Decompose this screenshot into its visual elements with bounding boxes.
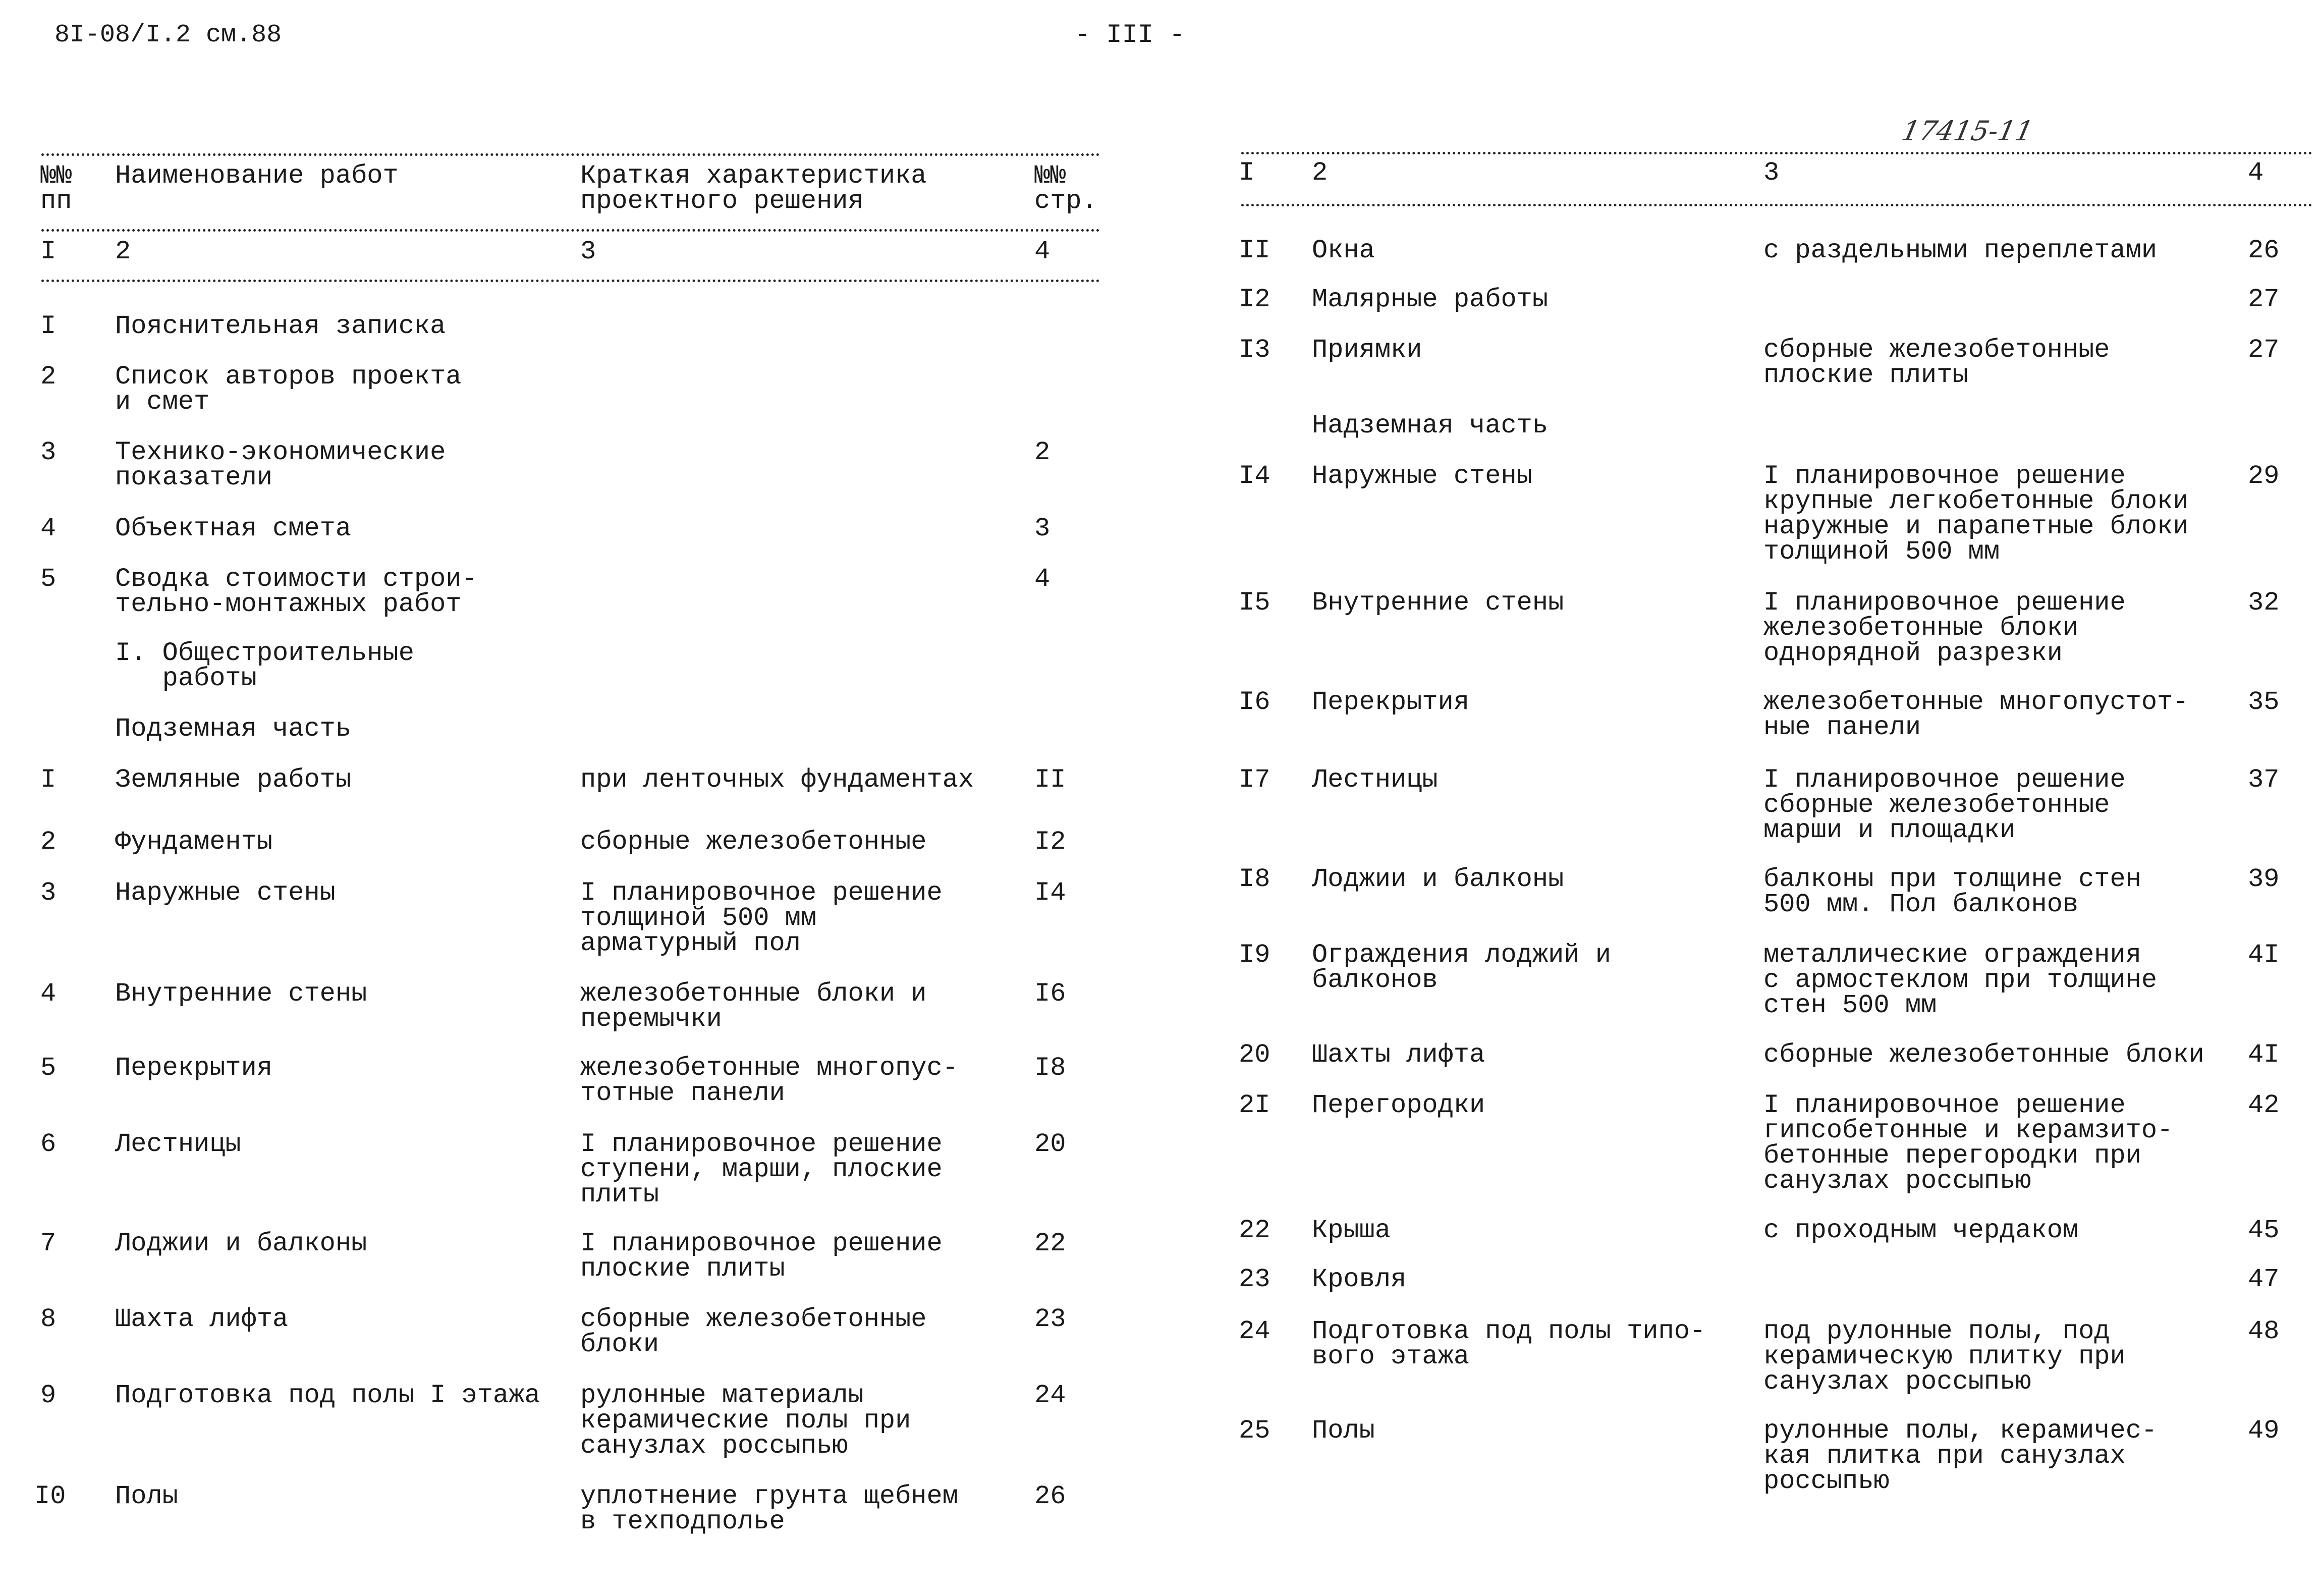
row-number: I2 xyxy=(1239,284,1271,314)
row-characteristic-line: I планировочное решение xyxy=(1763,764,2126,795)
row-number: I8 xyxy=(1239,864,1271,895)
row-number: I3 xyxy=(1239,335,1271,365)
row-characteristic-line: I планировочное решение xyxy=(580,1129,943,1159)
row-characteristic-line: железобетонные блоки и xyxy=(580,979,927,1009)
row-work-name-line: Лоджии и балконы xyxy=(115,1229,367,1259)
row-characteristic-line: санузлах россыпью xyxy=(1763,1166,2031,1196)
row-characteristic-line: блоки xyxy=(580,1330,659,1360)
row-number: 8 xyxy=(40,1304,57,1335)
row-work-name-line: Надземная часть xyxy=(1312,411,1549,441)
row-number: I5 xyxy=(1239,587,1271,618)
row-characteristic xyxy=(580,1481,958,1537)
row-page: 39 xyxy=(2248,864,2280,895)
row-characteristic-line: сборные железобетонные xyxy=(580,1304,927,1335)
row-work-name xyxy=(1312,1090,1485,1121)
row-work-name-line: Перекрытия xyxy=(115,1053,273,1083)
row-number: I9 xyxy=(1239,940,1271,970)
row-characteristic-line: толщиной 500 мм xyxy=(580,903,817,933)
row-number: 24 xyxy=(1239,1316,1271,1346)
row-characteristic-line: плиты xyxy=(580,1179,659,1209)
row-number: 5 xyxy=(40,1053,57,1083)
row-page: 22 xyxy=(1034,1229,1066,1259)
row-work-name xyxy=(115,1129,241,1159)
row-characteristic xyxy=(1763,940,2158,1021)
column-number: 4 xyxy=(1034,237,1051,267)
row-work-name-line: Пояснительная записка xyxy=(115,311,446,341)
row-work-name-line: Окна xyxy=(1312,235,1375,265)
row-page: I8 xyxy=(1034,1053,1066,1083)
row-work-name-line: Фундаменты xyxy=(115,827,273,857)
row-page: 26 xyxy=(2248,235,2280,265)
row-characteristic xyxy=(580,1053,958,1109)
row-characteristic-line: керамические полы при xyxy=(580,1405,911,1436)
header-name-line: Наименование работ xyxy=(115,161,399,191)
header-char xyxy=(580,163,927,214)
row-characteristic-line: гипсобетонные и керамзито- xyxy=(1763,1116,2173,1146)
row-page: 49 xyxy=(2248,1416,2280,1446)
row-page: 24 xyxy=(1034,1380,1066,1410)
row-work-name-line: вого этажа xyxy=(1312,1341,1470,1371)
column-number: 4 xyxy=(2248,158,2264,188)
row-work-name xyxy=(1312,1039,1485,1070)
row-page: 37 xyxy=(2248,764,2280,795)
row-page: 32 xyxy=(2248,587,2280,618)
row-characteristic-line: санузлах россыпью xyxy=(1763,1366,2031,1397)
row-work-name-line: балконов xyxy=(1312,965,1438,996)
row-characteristic-line: однорядной разрезки xyxy=(1763,638,2063,668)
column-number: 2 xyxy=(1312,158,1328,188)
row-page: 47 xyxy=(2248,1264,2280,1294)
row-number: 6 xyxy=(40,1129,57,1159)
table-rule xyxy=(1241,204,2312,206)
row-page: 29 xyxy=(2248,461,2280,491)
row-work-name-line: I. Общестроительные xyxy=(115,638,414,669)
row-characteristic-line: рулонные материалы xyxy=(580,1380,864,1410)
row-work-name-line: Внутренние стены xyxy=(1312,587,1564,618)
header-page xyxy=(1034,163,1097,214)
row-work-name-line: Перекрытия xyxy=(1312,687,1470,718)
row-work-name-line: Сводка стоимости строи- xyxy=(115,564,477,594)
row-characteristic xyxy=(580,764,974,795)
row-characteristic-line: стен 500 мм xyxy=(1763,990,1937,1021)
row-characteristic xyxy=(1763,587,2126,668)
row-characteristic xyxy=(1763,1416,2158,1497)
page-number: - III - xyxy=(1075,20,1185,50)
row-page: 3 xyxy=(1034,513,1051,543)
row-work-name-line: Подготовка под полы типо- xyxy=(1312,1316,1706,1346)
row-characteristic-line: сборные железобетонные xyxy=(1763,790,2110,820)
row-characteristic xyxy=(1763,764,2126,845)
row-work-name xyxy=(1312,1215,1391,1245)
row-characteristic-line: тотные панели xyxy=(580,1078,785,1109)
row-work-name-line: Наружные стены xyxy=(1312,461,1532,491)
row-work-name xyxy=(1312,235,1375,265)
row-number: 5 xyxy=(40,564,57,594)
row-number: 2 xyxy=(40,827,57,857)
row-work-name-line: Внутренние стены xyxy=(115,979,367,1009)
column-number: 3 xyxy=(580,237,596,267)
header-name xyxy=(115,163,399,189)
row-characteristic-line: I планировочное решение xyxy=(580,877,943,908)
row-page: I4 xyxy=(1034,877,1066,908)
row-work-name-line: Земляные работы xyxy=(115,764,352,795)
row-work-name-line: Крыша xyxy=(1312,1215,1391,1245)
row-work-name-line: Лестницы xyxy=(1312,764,1438,795)
row-work-name-line: Список авторов проекта xyxy=(115,362,462,392)
row-characteristic-line: I планировочное решение xyxy=(1763,587,2126,618)
row-characteristic-line: ступени, марши, плоские xyxy=(580,1154,943,1184)
row-characteristic-line: сборные железобетонные xyxy=(1763,335,2110,365)
row-characteristic-line: железобетонные блоки xyxy=(1763,613,2079,643)
row-characteristic xyxy=(580,1231,943,1282)
row-work-name xyxy=(115,364,462,415)
header-num-line: пп xyxy=(40,186,72,216)
row-characteristic-line: толщиной 500 мм xyxy=(1763,537,2000,567)
table-rule xyxy=(41,229,1100,232)
row-characteristic xyxy=(1763,687,2189,743)
row-number: I4 xyxy=(1239,461,1271,491)
row-characteristic-line: балконы при толщине стен xyxy=(1763,864,2141,895)
row-page: 4I xyxy=(2248,940,2280,970)
table-rule xyxy=(41,280,1100,282)
row-number: II xyxy=(1239,235,1271,265)
row-work-name-line: Кровля xyxy=(1312,1264,1407,1294)
row-characteristic xyxy=(580,981,927,1032)
row-work-name-line: Ограждения лоджий и xyxy=(1312,940,1611,970)
document-code: 8I-08/I.2 см.88 xyxy=(54,21,282,49)
row-work-name-line: Малярные работы xyxy=(1312,284,1549,314)
row-number: 25 xyxy=(1239,1416,1271,1446)
row-work-name-line: показатели xyxy=(115,463,273,493)
row-page: 4 xyxy=(1034,564,1051,594)
row-characteristic-line: 500 мм. Пол балконов xyxy=(1763,890,2079,920)
row-number: 20 xyxy=(1239,1039,1271,1070)
row-page: 4I xyxy=(2248,1039,2280,1070)
row-work-name xyxy=(115,638,414,694)
row-characteristic-line: с раздельными переплетами xyxy=(1763,235,2158,265)
row-number: I0 xyxy=(34,1481,66,1512)
row-characteristic-line: перемычки xyxy=(580,1004,722,1034)
row-work-name xyxy=(1312,1316,1706,1371)
row-page: 27 xyxy=(2248,284,2280,314)
row-work-name xyxy=(115,1304,289,1335)
row-work-name xyxy=(1312,940,1611,996)
row-number: I xyxy=(40,764,57,795)
row-number: 3 xyxy=(40,437,57,468)
row-work-name xyxy=(115,877,336,908)
column-number: 3 xyxy=(1763,158,1780,188)
row-work-name xyxy=(1312,1418,1375,1444)
header-page-line: стр. xyxy=(1034,186,1097,216)
row-characteristic-line: под рулонные полы, под xyxy=(1763,1316,2110,1346)
row-characteristic-line: металлические ограждения xyxy=(1763,940,2141,970)
row-work-name xyxy=(1312,1264,1407,1294)
header-char-line: Краткая характеристика xyxy=(580,161,927,191)
column-number: 2 xyxy=(115,237,131,267)
row-work-name-line: Объектная смета xyxy=(115,513,352,543)
row-number: 3 xyxy=(40,877,57,908)
row-work-name-line: Приямки xyxy=(1312,335,1422,365)
table-rule xyxy=(1241,152,2312,154)
row-characteristic-line: наружные и парапетные блоки xyxy=(1763,512,2189,542)
row-page: II xyxy=(1034,764,1066,795)
row-page: 27 xyxy=(2248,335,2280,365)
row-page: 2 xyxy=(1034,437,1051,468)
row-number: 2I xyxy=(1239,1090,1271,1121)
row-work-name xyxy=(115,1481,178,1512)
row-work-name xyxy=(115,827,273,857)
row-characteristic-line: крупные легкобетонные блоки xyxy=(1763,486,2189,517)
row-page: 26 xyxy=(1034,1481,1066,1512)
row-characteristic-line: железобетонные многопустот- xyxy=(1763,687,2189,718)
row-characteristic-line: железобетонные многопус- xyxy=(580,1053,958,1083)
row-characteristic-line: с проходным чердаком xyxy=(1763,1215,2079,1245)
row-number: I xyxy=(40,311,57,341)
row-characteristic-line: плоские плиты xyxy=(1763,360,1968,390)
row-characteristic xyxy=(1763,335,2110,390)
row-characteristic xyxy=(580,1129,943,1209)
row-page: 48 xyxy=(2248,1316,2280,1346)
column-number: I xyxy=(1239,158,1255,188)
row-work-name-line: Лоджии и балконы xyxy=(1312,864,1564,895)
row-characteristic-line: марши и площадки xyxy=(1763,815,2016,845)
row-work-name xyxy=(1312,284,1549,314)
row-characteristic xyxy=(1763,1039,2204,1070)
row-number: 23 xyxy=(1239,1264,1271,1294)
row-work-name-line: Шахты лифта xyxy=(1312,1039,1485,1070)
row-work-name-line: Шахта лифта xyxy=(115,1304,289,1335)
row-characteristic-line: бетонные перегородки при xyxy=(1763,1141,2141,1171)
row-work-name xyxy=(115,311,446,341)
row-characteristic xyxy=(1763,461,2189,567)
row-work-name-line: Перегородки xyxy=(1312,1090,1485,1121)
row-work-name-line: Подземная часть xyxy=(115,714,352,744)
row-characteristic xyxy=(580,1380,911,1461)
row-characteristic-line: с армостеклом при толщине xyxy=(1763,965,2158,996)
header-page-line: №№ xyxy=(1034,161,1066,191)
row-characteristic-line: россыпью xyxy=(1763,1466,1890,1497)
row-work-name-line: Полы xyxy=(115,1481,178,1512)
row-number: I7 xyxy=(1239,764,1271,795)
row-characteristic-line: I планировочное решение xyxy=(1763,461,2126,491)
row-page: I6 xyxy=(1034,979,1066,1009)
row-characteristic-line: сборные железобетонные xyxy=(580,827,927,857)
row-characteristic-line: керамическую плитку при xyxy=(1763,1341,2126,1371)
row-work-name xyxy=(115,564,477,619)
handwritten-note: 17415-11 xyxy=(1899,115,2036,147)
row-work-name-line: и смет xyxy=(115,387,210,417)
row-characteristic xyxy=(580,827,927,857)
row-work-name-line: Полы xyxy=(1312,1416,1375,1446)
row-number: 4 xyxy=(40,513,57,543)
row-number: 22 xyxy=(1239,1215,1271,1245)
row-characteristic-line: сборные железобетонные блоки xyxy=(1763,1039,2204,1070)
row-work-name xyxy=(115,1380,540,1410)
row-characteristic-line: уплотнение грунта щебнем xyxy=(580,1481,958,1512)
row-work-name xyxy=(115,513,352,543)
row-characteristic-line: в техподполье xyxy=(580,1507,785,1537)
row-work-name xyxy=(1312,687,1470,718)
row-characteristic xyxy=(1763,1316,2126,1397)
row-work-name xyxy=(115,714,352,744)
row-characteristic-line: I планировочное решение xyxy=(580,1229,943,1259)
row-work-name-line: Подготовка под полы I этажа xyxy=(115,1380,540,1410)
row-characteristic-line: при ленточных фундаментах xyxy=(580,764,974,795)
row-work-name-line: Наружные стены xyxy=(115,877,336,908)
row-characteristic xyxy=(1763,1090,2173,1196)
row-characteristic-line: кая плитка при санузлах xyxy=(1763,1441,2126,1471)
row-page: 45 xyxy=(2248,1215,2280,1245)
row-page: 42 xyxy=(2248,1090,2280,1121)
row-work-name xyxy=(1312,864,1564,895)
header-num xyxy=(40,163,72,214)
row-number: 2 xyxy=(40,362,57,392)
row-work-name-line: тельно-монтажных работ xyxy=(115,589,462,619)
row-work-name xyxy=(1312,335,1422,365)
row-characteristic xyxy=(580,1304,927,1360)
row-work-name-line: Технико-экономические xyxy=(115,437,446,468)
row-page: I2 xyxy=(1034,827,1066,857)
row-work-name xyxy=(1312,587,1564,618)
column-number: I xyxy=(40,237,57,267)
row-characteristic-line: ные панели xyxy=(1763,712,1921,743)
row-work-name xyxy=(115,764,352,795)
row-work-name xyxy=(115,1053,273,1083)
row-characteristic xyxy=(1763,235,2158,265)
row-characteristic-line: рулонные полы, керамичес- xyxy=(1763,1416,2158,1446)
row-characteristic-line: арматурный пол xyxy=(580,928,801,958)
header-num-line: №№ xyxy=(40,161,72,191)
row-work-name xyxy=(115,1229,367,1259)
table-rule xyxy=(41,153,1100,156)
row-work-name xyxy=(1312,764,1438,795)
row-number: I6 xyxy=(1239,687,1271,718)
row-page: 23 xyxy=(1034,1304,1066,1335)
row-work-name xyxy=(115,437,446,493)
row-number: 9 xyxy=(40,1380,57,1410)
row-work-name xyxy=(1312,411,1549,441)
header-char-line: проектного решения xyxy=(580,186,864,216)
row-work-name xyxy=(1312,461,1532,491)
row-work-name-line: Лестницы xyxy=(115,1129,241,1159)
row-characteristic xyxy=(580,877,943,958)
row-characteristic-line: I планировочное решение xyxy=(1763,1090,2126,1121)
row-work-name xyxy=(115,981,367,1007)
row-page: 20 xyxy=(1034,1129,1066,1159)
row-characteristic xyxy=(1763,864,2141,920)
row-characteristic-line: плоские плиты xyxy=(580,1254,785,1284)
row-characteristic xyxy=(1763,1215,2079,1245)
row-number: 4 xyxy=(40,979,57,1009)
row-characteristic-line: санузлах россыпью xyxy=(580,1430,848,1461)
row-page: 35 xyxy=(2248,687,2280,718)
row-work-name-line: работы xyxy=(115,664,257,694)
row-number: 7 xyxy=(40,1229,57,1259)
